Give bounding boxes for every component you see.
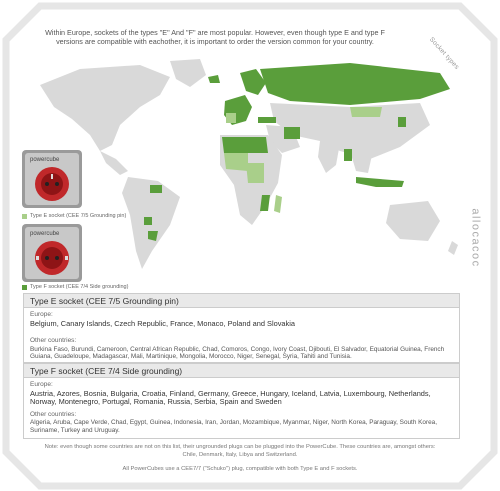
north-africa <box>222 137 268 153</box>
type-e-europe-list: Belgium, Canary Islands, Czech Republic, France, Monaco, Poland and Slovakia <box>30 318 295 328</box>
suriname-region <box>150 185 162 193</box>
type-f-swatch <box>22 285 27 290</box>
greenland <box>170 59 206 87</box>
type-e-socket-image <box>22 150 82 208</box>
type-e-swatch <box>22 214 27 219</box>
north-america <box>40 65 170 151</box>
new-zealand <box>448 241 458 255</box>
type-f-other-list: Algeria, Aruba, Cape Verde, Chad, Egypt, Guinea, Indonesia, Iran, Jordan, Mozambique, Myanmar, Niger, North Korea, Paraguay, South Korea, Suriname, Turkey and Uruguay. <box>30 419 437 434</box>
type-e-europe-label: Europe: <box>30 311 53 318</box>
mongolia-region <box>350 107 382 117</box>
central-africa <box>246 163 264 183</box>
type-f-title: Type F socket (CEE 7/4 Side grounding) <box>24 364 459 378</box>
type-f-other-label: Other countries: <box>30 410 77 418</box>
madagascar <box>274 195 282 213</box>
world-map <box>20 55 470 285</box>
type-e-title: Type E socket (CEE 7/5 Grounding pin) <box>24 294 459 308</box>
type-f-europe-label: Europe: <box>30 381 53 388</box>
type-f-caption: Type F socket (CEE 7/4 Side grounding) <box>22 284 128 290</box>
type-f-socket-image <box>22 224 82 282</box>
type-f-section <box>23 363 460 439</box>
central-america <box>100 151 128 175</box>
powercube-logo-f: powercube <box>30 231 60 237</box>
schuko-note: All PowerCubes use a CEE7/7 ("Schuko") plug, compatible with both Type E and F sockets. <box>122 466 358 472</box>
brand-label: allocacoc <box>469 208 482 268</box>
australia <box>386 201 440 241</box>
type-e-other-list: Burkina Faso, Burundi, Cameroon, Central African Republic, Chad, Comoros, Congo, Ivory Coast, Djibouti, El Salvador, Equatorial Guinea, French Guiana, Guadeloupe, Madagascar, Mali, Martinique, Mongolia, Morocco, Niger, Senegal, Syria, Tahiti and Tunisia. <box>30 345 445 361</box>
west-africa <box>224 153 248 171</box>
india <box>318 141 340 173</box>
ungrounded-note: Note: even though some countries are not on this list, their ungrounded plugs can be plugged into the PowerCube. These countries are, amongst others: Chile, Denmark, Italy, Libya and Switzerland. <box>44 444 436 458</box>
iran-region <box>284 127 300 139</box>
indonesia <box>356 177 404 187</box>
paraguay-region <box>144 217 152 225</box>
france-region <box>226 113 236 123</box>
type-f-europe-list: Austria, Azores, Bosnia, Bulgaria, Croatia, Finland, Germany, Greece, Hungary, Iceland, Latvia, Luxembourg, Netherlands, Norway, Montenegro, Portugal, Romania, Russia, Serbia, Spain and Sweden <box>30 388 431 406</box>
type-e-caption: Type E socket (CEE 7/5 Grounding pin) <box>22 213 126 219</box>
socket-types-tag: Socket types <box>427 36 461 72</box>
russia <box>260 63 450 105</box>
myanmar-region <box>344 149 352 161</box>
type-e-section <box>23 293 460 363</box>
turkey-region <box>258 117 276 123</box>
intro-text: Within Europe, sockets of the types "E" And "F" are most popular. However, even though type E and type F versions are compatible with eachother, it is important to order the version common for your country. <box>45 28 385 46</box>
type-e-other-label: Other countries: <box>30 337 77 344</box>
korea-region <box>398 117 406 127</box>
iceland <box>208 75 220 83</box>
powercube-logo-e: powercube <box>30 157 60 163</box>
